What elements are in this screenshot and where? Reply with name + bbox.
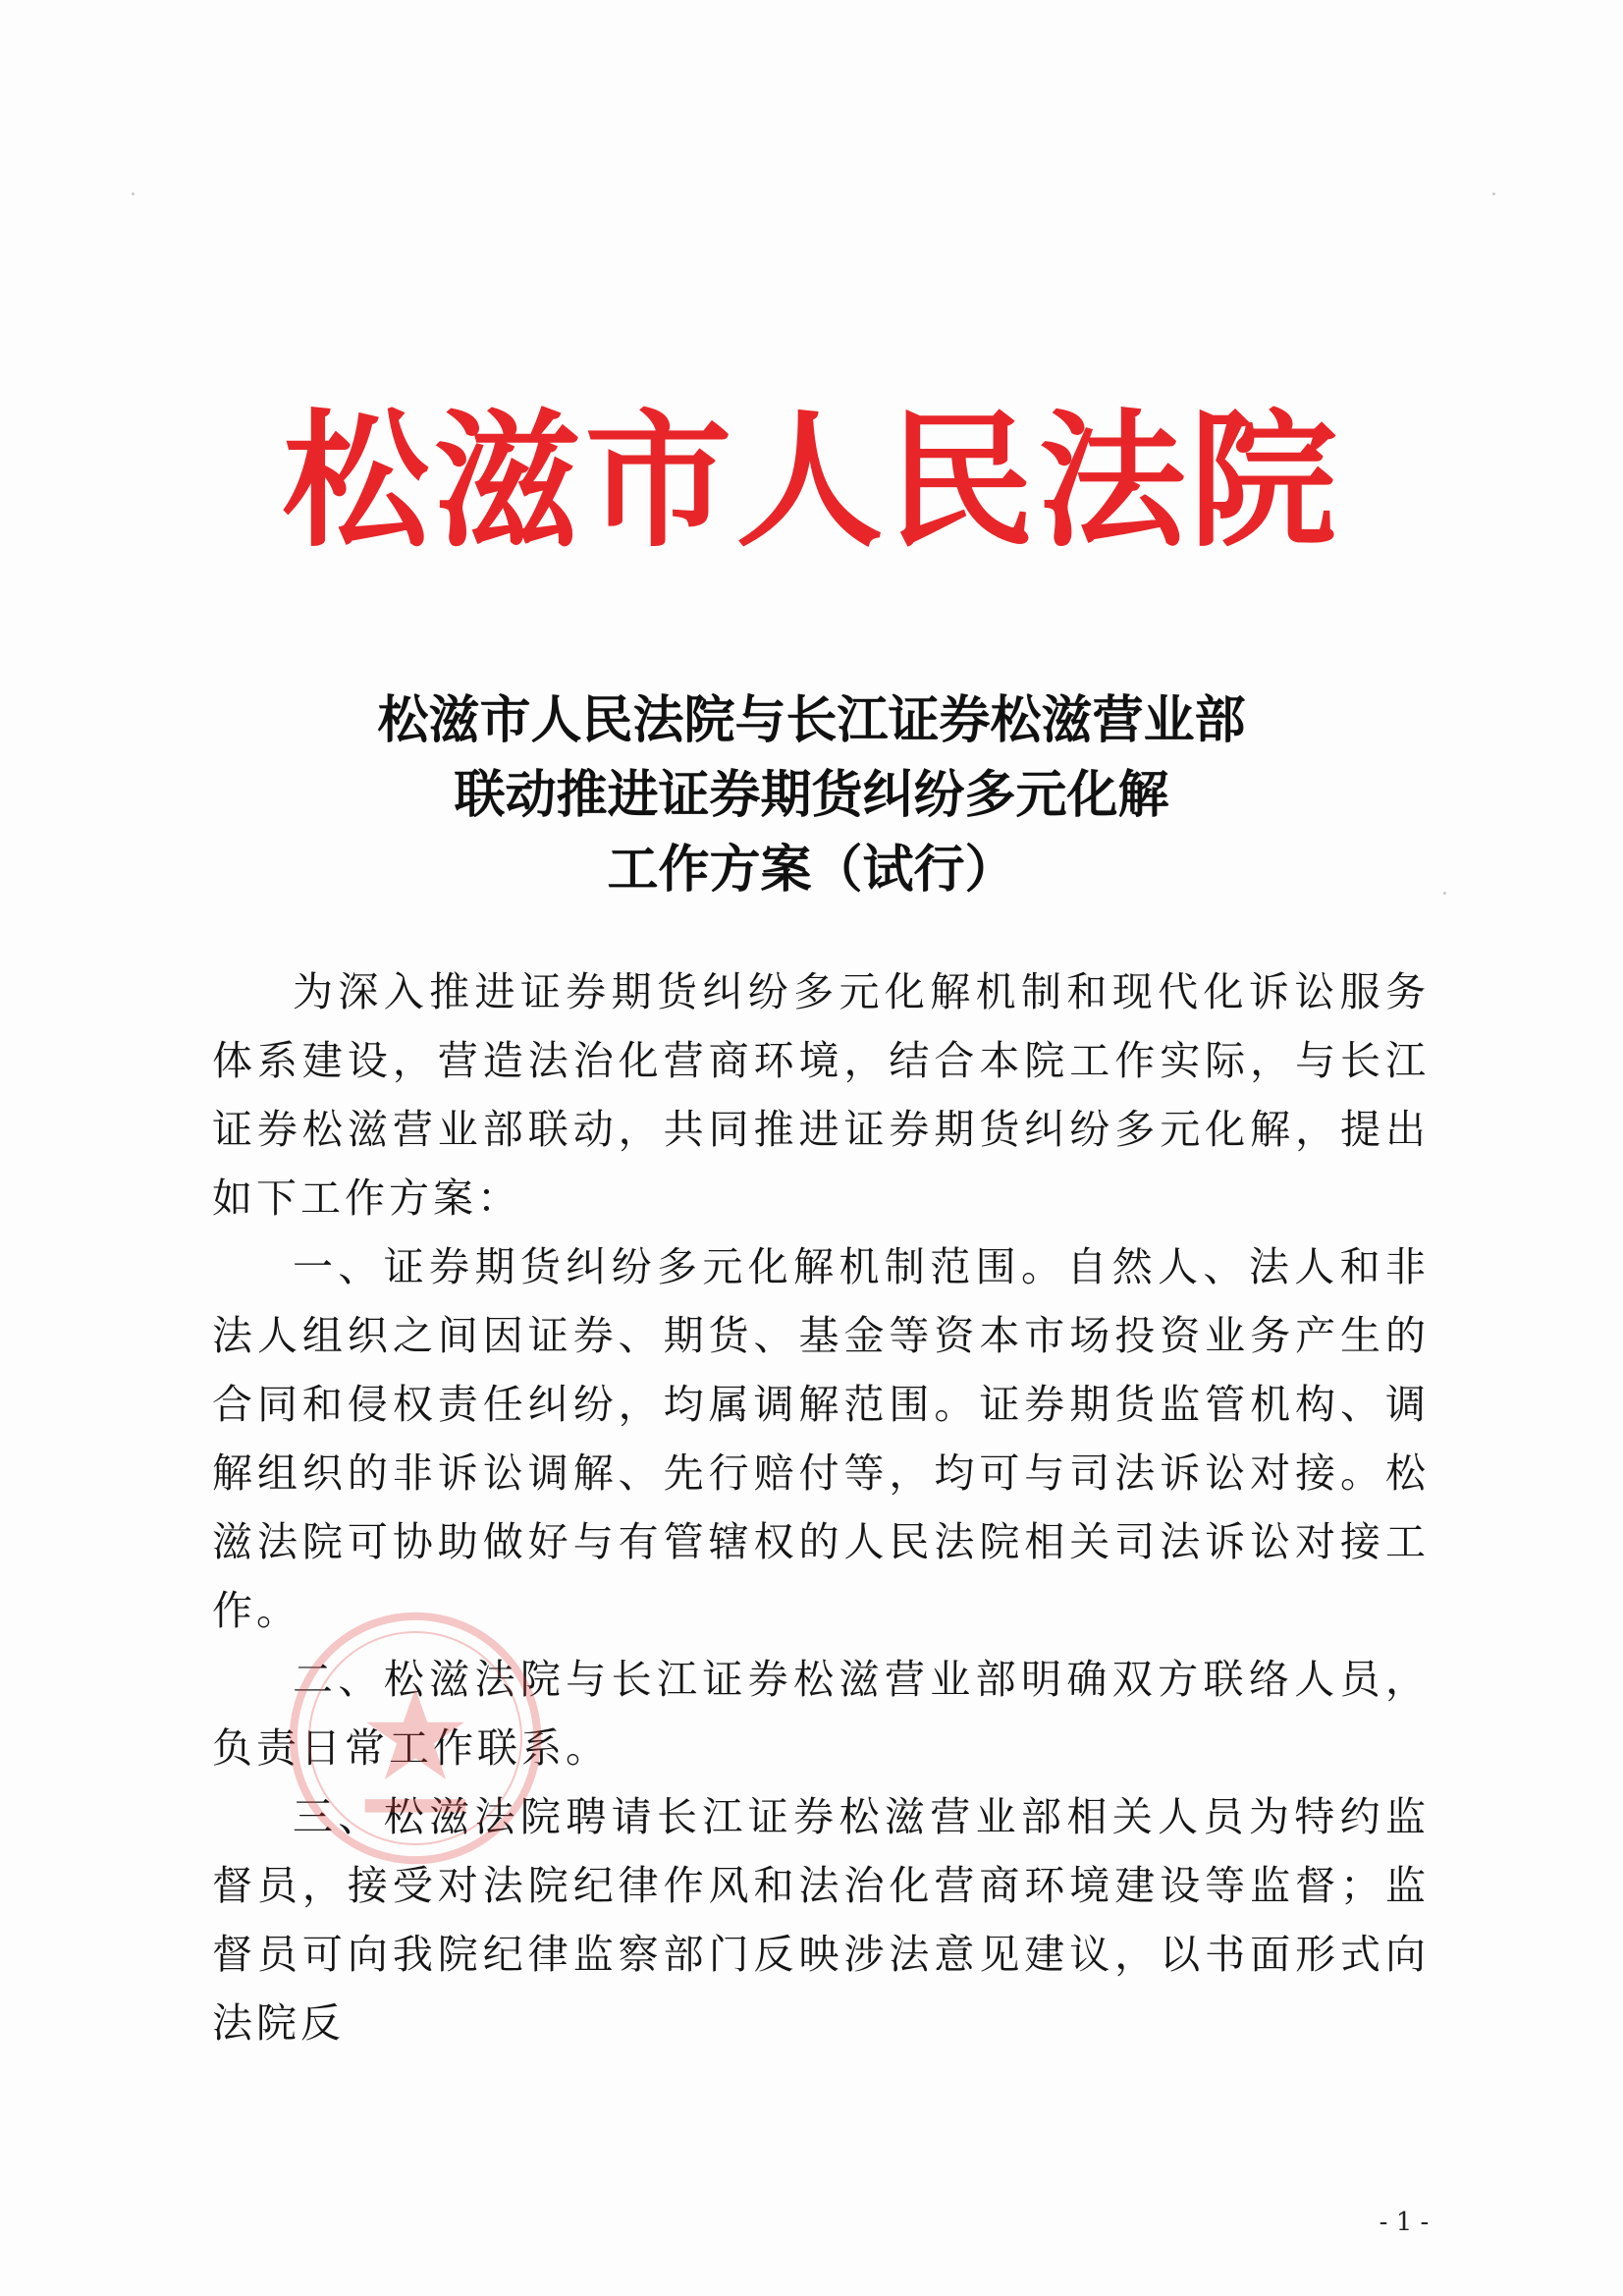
masthead-title: 松滋市人民法院 (282, 395, 1341, 568)
document-title (0, 683, 1623, 907)
scan-speck (1492, 192, 1495, 195)
scan-speck (132, 192, 135, 195)
title-line-2: 联动推进证券期货纠纷多元化解 (454, 766, 1169, 825)
paragraph-intro: 为深入推进证券期货纠纷多元化解机制和现代化诉讼服务体系建设，营造法治化营商环境，结合本院工作实际，与长江证券松滋营业部联动，共同推进证券期货纠纷多元化解，提出如下工作方案： (212, 968, 1430, 1222)
document-body (212, 957, 1430, 2057)
scan-speck (1443, 892, 1446, 895)
page-number: - 1 - (1379, 2208, 1430, 2237)
paragraph-section-2: 二、松滋法院与长江证券松滋营业部明确双方联络人员，负责日常工作联系。 (212, 1656, 1430, 1772)
title-line-3: 工作方案（试行） (607, 841, 1016, 900)
paragraph-section-1: 一、证券期货纠纷多元化解机制范围。自然人、法人和非法人组织之间因证券、期货、基金等资本市场投资业务产生的合同和侵权责任纠纷，均属调解范围。证券期货监管机构、调解组织的非诉讼调解、先行赔付等，均可与司法诉讼对接。松滋法院可协助做好与有管辖权的人民法院相关司法诉讼对接工作。 (212, 1243, 1430, 1634)
paragraph-section-3: 三、松滋法院聘请长江证券松滋营业部相关人员为特约监督员，接受对法院纪律作风和法治化营商环境建设等监督；监督员可向我院纪律监察部门反映涉法意见建议，以书面形式向法院反 (212, 1793, 1430, 2047)
title-line-1: 松滋市人民法院与长江证券松滋营业部 (377, 691, 1246, 750)
